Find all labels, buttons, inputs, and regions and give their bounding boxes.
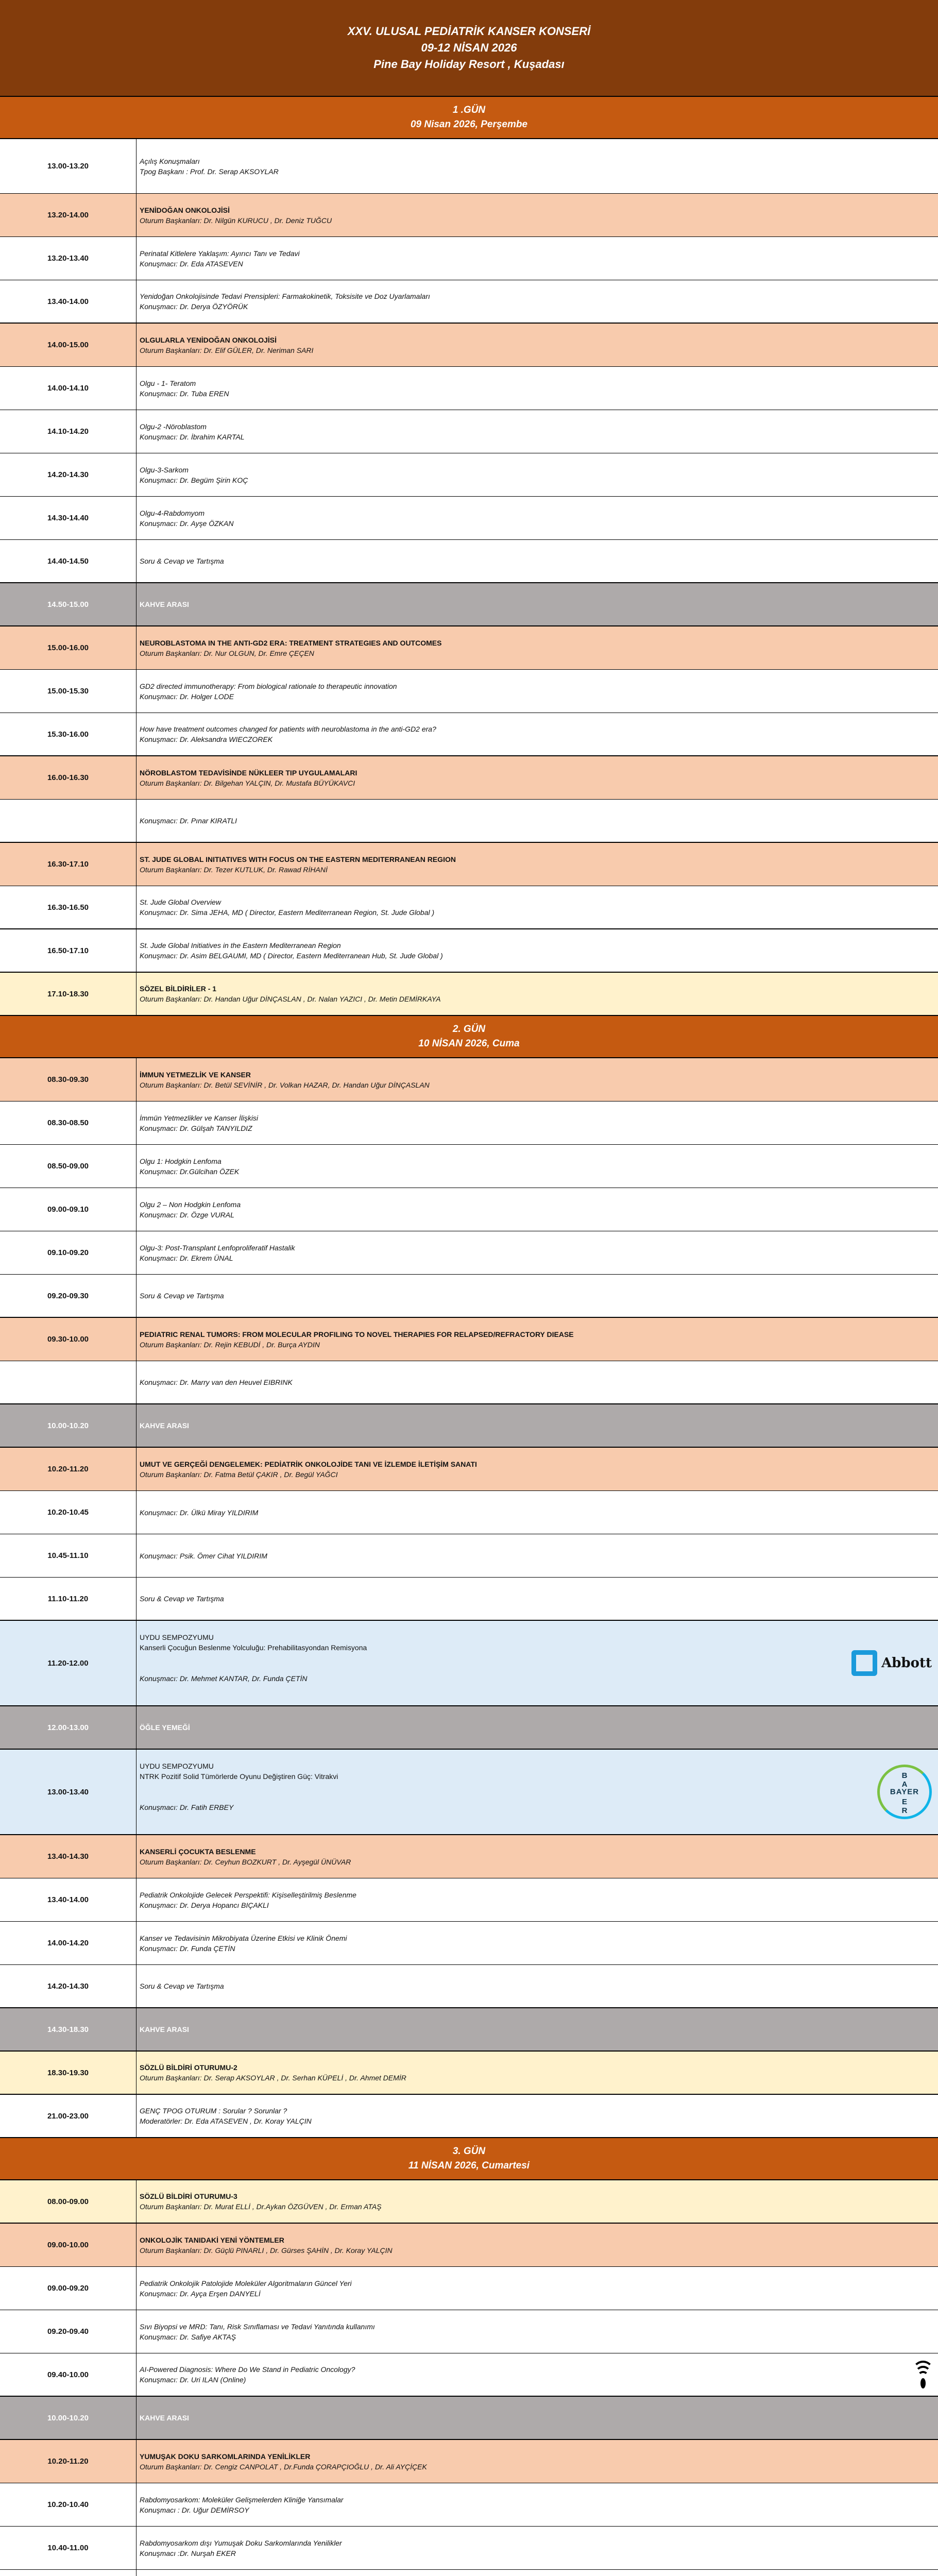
- speaker: Konuşmacı: Dr. Holger LODE: [140, 692, 234, 701]
- session-row: [0, 626, 938, 670]
- row-content: [137, 1404, 938, 1447]
- talk-title: Olgu-3-Sarkom: [140, 465, 189, 474]
- time-slot: 09.20-09.30: [0, 1275, 137, 1317]
- session-row: [0, 756, 938, 800]
- time-slot: 16.30-17.10: [0, 843, 137, 886]
- row-content: [137, 1750, 883, 1834]
- session-row: [0, 2224, 938, 2267]
- symposium-row: [0, 1621, 938, 1706]
- break-row: [0, 1404, 938, 1448]
- session-row: [0, 843, 938, 886]
- row-content: [137, 1922, 938, 1964]
- time-slot: 18.30-19.30: [0, 2052, 137, 2094]
- schedule-row: [0, 1965, 938, 2008]
- session-title: PEDIATRIC RENAL TUMORS: FROM MOLECULAR PROFILING TO NOVEL THERAPIES FOR RELAPSED/REFRACTORY DIEASE: [140, 1330, 574, 1338]
- schedule-row: [0, 2180, 938, 2224]
- speaker: Moderatörler: Dr. Eda ATASEVEN , Dr. Koray YALÇIN: [140, 2117, 312, 2125]
- time-slot: 12.00-13.00: [0, 1706, 137, 1749]
- break-row: [0, 2008, 938, 2052]
- session-chairs: Oturum Başkanları: Dr. Murat ELLİ , Dr.Aykan ÖZGÜVEN , Dr. Erman ATAŞ: [140, 2202, 382, 2211]
- time-slot: 15.00-15.30: [0, 670, 137, 713]
- speaker: Konuşmacı: Dr. Gülşah TANYILDIZ: [140, 1124, 252, 1132]
- talk-title: Olgu-3: Post-Transplant Lenfoproliferatif Hastalik: [140, 1243, 295, 1252]
- row-content: [137, 1706, 938, 1749]
- day-header: [0, 97, 938, 139]
- time-slot: 14.30-14.40: [0, 497, 137, 539]
- row-content: [137, 670, 938, 713]
- time-slot: 10.45-11.10: [0, 1534, 137, 1577]
- speaker: Konuşmacı: Dr. Safiye AKTAŞ: [140, 2332, 236, 2341]
- talk-title: GENÇ TPOG OTURUM : Sorular ? Sorunlar ?: [140, 2107, 287, 2115]
- session-chairs: Oturum Başkanları: Dr. Cengiz CANPOLAT , Dr.Funda ÇORAPÇIOĞLU , Dr. Ali AYÇİÇEK: [140, 2462, 427, 2471]
- abbott-logo: [851, 1650, 932, 1676]
- speaker: Konuşmacı: Dr. Derya ÖZYÖRÜK: [140, 302, 248, 311]
- time-slot: 11.10-11.20: [0, 1578, 137, 1620]
- speaker: Konuşmacı: Dr. Eda ATASEVEN: [140, 259, 243, 268]
- session-title: UMUT VE GERÇEĞİ DENGELEMEK: PEDİATRİK ONKOLOJİDE TANI VE İZLEMDE İLETİŞİM SANATI: [140, 1460, 477, 1468]
- time-slot: 10.20-11.20: [0, 1448, 137, 1490]
- time-slot: [0, 2570, 137, 2576]
- row-content: [137, 800, 938, 842]
- row-content: [137, 886, 938, 928]
- row-content: [137, 2224, 938, 2266]
- row-content: [137, 2527, 938, 2569]
- schedule-row: [0, 497, 938, 540]
- row-content: [137, 139, 938, 193]
- time-slot: 14.30-18.30: [0, 2008, 137, 2050]
- session-title: YUMUŞAK DOKU SARKOMLARINDA YENİLİKLER: [140, 2452, 311, 2461]
- time-slot: 14.40-14.50: [0, 540, 137, 582]
- row-content: [137, 1878, 938, 1921]
- talk-title: Açılış Konuşmaları: [140, 157, 200, 165]
- speaker: Konuşmacı : Dr. Uğur DEMİRSOY: [140, 2505, 249, 2514]
- talk-title: Sıvı Biyopsi ve MRD: Tanı, Risk Sınıflaması ve Tedavi Yanıtında kullanımı: [140, 2322, 375, 2331]
- talk-title: Yenidoğan Onkolojisinde Tedavi Prensipleri: Farmakokinetik, Toksisite ve Doz Uyarlamaları: [140, 292, 430, 300]
- row-content: [137, 324, 938, 366]
- time-slot: 09.40-10.00: [0, 2353, 137, 2396]
- row-content: [137, 2570, 938, 2576]
- session-title: OLGULARLA YENİDOĞAN ONKOLOJİSİ: [140, 335, 277, 344]
- row-content: [137, 2440, 938, 2483]
- row-content: [137, 1491, 938, 1534]
- time-slot: 14.50-15.00: [0, 583, 137, 625]
- talk-title: GD2 directed immunotherapy: From biological rationale to therapeutic innovation: [140, 682, 397, 690]
- talk-title: UYDU SEMPOZYUMU: [140, 1762, 214, 1770]
- time-slot: 13.20-13.40: [0, 237, 137, 280]
- schedule-row: [0, 2527, 938, 2570]
- talk-title: AI-Powered Diagnosis: Where Do We Stand in Pediatric Oncology?: [140, 2365, 355, 2374]
- session-chairs: Oturum Başkanları: Dr. Handan Uğur DİNÇASLAN , Dr. Nalan YAZICI , Dr. Metin DEMİRKAYA: [140, 995, 441, 1003]
- schedule-row: [0, 2267, 938, 2310]
- time-slot: 15.30-16.00: [0, 713, 137, 755]
- program-header: [0, 0, 938, 97]
- session-row: [0, 1318, 938, 1361]
- speaker: Konuşmacı: Dr. Özge VURAL: [140, 1210, 234, 1219]
- time-slot: 21.00-23.00: [0, 2095, 137, 2137]
- row-content: [137, 1058, 938, 1101]
- session-title: NEUROBLASTOMA IN THE ANTI-GD2 ERA: TREATMENT STRATEGIES AND OUTCOMES: [140, 638, 442, 647]
- talk-title: Pediatrik Onkolojide Gelecek Perspektifi: Kişiselleştirilmiş Beslenme: [140, 1890, 356, 1899]
- session-title: ONKOLOJİK TANIDAKİ YENİ YÖNTEMLER: [140, 2235, 284, 2244]
- speaker: Konuşmacı: Dr. Aleksandra WIECZOREK: [140, 735, 273, 743]
- talk-title: Perinatal Kitlelere Yaklaşım: Ayırıcı Tanı ve Tedavi: [140, 249, 300, 258]
- row-content: [137, 756, 938, 799]
- time-slot: 09.20-09.40: [0, 2310, 137, 2353]
- time-slot: 13.00-13.40: [0, 1750, 137, 1834]
- row-content: [137, 973, 938, 1015]
- schedule-row: [0, 453, 938, 497]
- row-content: [137, 843, 938, 886]
- session-chairs: Oturum Başkanları: Dr. Nur OLGUN, Dr. Emre ÇEÇEN: [140, 649, 314, 657]
- program-title: XXV. ULUSAL PEDİATRİK KANSER KONSERİ: [347, 25, 591, 38]
- session-title: KANSERLİ ÇOCUKTA BESLENME: [140, 1847, 256, 1856]
- session-row: [0, 1058, 938, 1101]
- row-content: [137, 280, 938, 323]
- speaker: Konuşmacı: Dr. Ekrem ÜNAL: [140, 1253, 233, 1262]
- speaker: Konuşmacı: Dr. Fatih ERBEY: [140, 1803, 234, 1811]
- time-slot: 10.00-10.20: [0, 2397, 137, 2439]
- row-content: [137, 2095, 938, 2137]
- day-header: [0, 1016, 938, 1058]
- talk-title: UYDU SEMPOZYUMU: [140, 1633, 214, 1641]
- session-chairs: Oturum Başkanları: Dr. Güçlü PINARLI , Dr. Gürses ŞAHİN , Dr. Koray YALÇIN: [140, 2246, 393, 2255]
- schedule-row: [0, 670, 938, 713]
- speaker: Konuşmacı: Dr. Ayça Erşen DANYELİ: [140, 2289, 261, 2298]
- row-content: [137, 929, 938, 972]
- session-chairs: Oturum Başkanları: Dr. Bilgehan YALÇIN, Dr. Mustafa BÜYÜKAVCI: [140, 778, 355, 787]
- symposium-row: [0, 1750, 938, 1835]
- break-row: [0, 583, 938, 626]
- time-slot: 09.00-09.10: [0, 1188, 137, 1231]
- speaker: Konuşmacı: Dr. Uri ILAN (Online): [140, 2376, 246, 2384]
- talk-title: Soru & Cevap ve Tartışma: [140, 1292, 224, 1300]
- time-slot: 08.00-09.00: [0, 2180, 137, 2223]
- row-content: [137, 1188, 938, 1231]
- talk-title: Rabdomyosarkom: Moleküler Gelişmelerden Kliniğe Yansımalar: [140, 2495, 344, 2504]
- session-row: [0, 194, 938, 237]
- talk-title: Olgu 2 – Non Hodgkin Lenfoma: [140, 1200, 241, 1209]
- abbott-wordmark: Abbott: [881, 1655, 932, 1671]
- day-label: 2. GÜN: [452, 1024, 486, 1035]
- row-content: [137, 1534, 938, 1577]
- schedule-row: [0, 1534, 938, 1578]
- talk-title: KAHVE ARASI: [140, 600, 189, 608]
- row-content: [137, 1361, 938, 1403]
- talk-title: How have treatment outcomes changed for patients with neuroblastoma in the anti-GD2 era?: [140, 725, 436, 733]
- time-slot: 09.00-09.20: [0, 2267, 137, 2310]
- time-slot: 15.00-16.00: [0, 626, 137, 669]
- row-content: [137, 410, 938, 453]
- time-slot: 16.30-16.50: [0, 886, 137, 928]
- talk-title: Olgu-2 -Nöroblastom: [140, 422, 207, 431]
- talk-title: Pediatrik Onkolojik Patolojide Moleküler Algoritmaların Güncel Yeri: [140, 2279, 352, 2287]
- talk-title: İmmün Yetmezlikler ve Kanser İlişkisi: [140, 1113, 259, 1122]
- session-row: [0, 2440, 938, 2483]
- schedule-row: [0, 929, 938, 973]
- bayer-letter: B: [901, 1771, 908, 1780]
- schedule-row: [0, 713, 938, 756]
- row-content: [137, 1965, 938, 2007]
- talk-title: Olgu - 1- Teratom: [140, 379, 196, 387]
- session-title: NÖROBLASTOM TEDAVİSİNDE NÜKLEER TIP UYGULAMALARI: [140, 768, 357, 777]
- row-content: [137, 2052, 938, 2094]
- speaker: Konuşmacı: Dr. Mehmet KANTAR, Dr. Funda ÇETİN: [140, 1674, 308, 1683]
- schedule-row: [0, 1231, 938, 1275]
- row-content: [137, 1578, 938, 1620]
- schedule-row: [0, 540, 938, 583]
- talk-title: Olgu-4-Rabdomyom: [140, 509, 205, 517]
- session-title: İMMUN YETMEZLİK VE KANSER: [140, 1070, 251, 1079]
- speaker: Tpog Başkanı : Prof. Dr. Serap AKSOYLAR: [140, 167, 279, 176]
- row-content: [137, 2397, 938, 2439]
- speaker: Konuşmacı: Dr. Tuba EREN: [140, 389, 229, 398]
- time-slot: 13.40-14.00: [0, 1878, 137, 1921]
- time-slot: 10.20-10.40: [0, 2483, 137, 2526]
- time-slot: [0, 800, 137, 842]
- schedule: [0, 97, 938, 2576]
- schedule-row: [0, 2095, 938, 2138]
- speaker: Konuşmacı: Dr. Asim BELGAUMI, MD ( Director, Eastern Mediterranean Hub, St. Jude Global ): [140, 952, 443, 960]
- session-row: [0, 1835, 938, 1878]
- speaker: Konuşmacı: Dr. Marry van den Heuvel EIBRINK: [140, 1378, 293, 1386]
- bayer-letter: R: [901, 1806, 908, 1815]
- row-content: [137, 497, 938, 539]
- signal-dot: [920, 2378, 926, 2388]
- online-signal-icon: [914, 2361, 932, 2388]
- row-content: [137, 2483, 938, 2526]
- time-slot: 09.00-10.00: [0, 2224, 137, 2266]
- time-slot: 14.20-14.30: [0, 1965, 137, 2007]
- schedule-row: [0, 1361, 938, 1404]
- time-slot: 13.40-14.00: [0, 280, 137, 323]
- schedule-row: [0, 1878, 938, 1922]
- session-title: ST. JUDE GLOBAL INITIATIVES WITH FOCUS ON THE EASTERN MEDITERRANEAN REGION: [140, 855, 456, 863]
- session-title: YENİDOĞAN ONKOLOJİSİ: [140, 206, 230, 214]
- session-chairs: Oturum Başkanları: Dr. Rejin KEBUDİ , Dr. Burça AYDIN: [140, 1340, 320, 1349]
- schedule-row: [0, 973, 938, 1016]
- speaker: Konuşmacı: Dr. Ayşe ÖZKAN: [140, 519, 234, 528]
- time-slot: 09.10-09.20: [0, 1231, 137, 1274]
- speaker: Konuşmacı: Dr. Funda ÇETİN: [140, 1944, 235, 1953]
- bayer-letter: E: [901, 1798, 907, 1806]
- time-slot: 14.10-14.20: [0, 410, 137, 453]
- talk-title: SÖZLÜ BİLDİRİ OTURUMU-2: [140, 2063, 237, 2072]
- time-slot: 17.10-18.30: [0, 973, 137, 1015]
- schedule-row: [0, 886, 938, 929]
- session-chairs: Oturum Başkanları: Dr. Serap AKSOYLAR , Dr. Serhan KÜPELİ , Dr. Ahmet DEMİR: [140, 2074, 406, 2082]
- schedule-row: [0, 2052, 938, 2095]
- row-content: [137, 2267, 938, 2310]
- talk-title: Soru & Cevap ve Tartışma: [140, 557, 224, 565]
- day-date: 09 Nisan 2026, Perşembe: [410, 119, 528, 130]
- time-slot: 13.40-14.30: [0, 1835, 137, 1878]
- talk-title: SÖZLÜ BİLDİRİ OTURUMU-3: [140, 2192, 237, 2200]
- row-content: [137, 2180, 938, 2223]
- time-slot: 14.00-14.20: [0, 1922, 137, 1964]
- time-slot: 10.20-10.45: [0, 1491, 137, 1534]
- talk-title: KAHVE ARASI: [140, 2414, 189, 2422]
- speaker: Konuşmacı: Dr. İbrahim KARTAL: [140, 432, 245, 441]
- speaker: Konuşmacı: Dr. Derya Hopancı BIÇAKLI: [140, 1901, 269, 1909]
- time-slot: 08.50-09.00: [0, 1145, 137, 1188]
- row-content: [137, 1101, 938, 1144]
- time-slot: 14.00-15.00: [0, 324, 137, 366]
- session-row: [0, 324, 938, 367]
- break-row: [0, 1706, 938, 1750]
- talk-title: Soru & Cevap ve Tartışma: [140, 1595, 224, 1603]
- schedule-row: [0, 1578, 938, 1621]
- row-content: [137, 583, 938, 625]
- bayer-letter: A: [901, 1780, 908, 1789]
- speaker: Konuşmacı: Dr. Pınar KIRATLI: [140, 817, 237, 825]
- row-content: [137, 540, 938, 582]
- schedule-row: [0, 1145, 938, 1188]
- time-slot: 10.00-10.20: [0, 1404, 137, 1447]
- schedule-row: [0, 367, 938, 410]
- schedule-row: [0, 139, 938, 194]
- symposium-topic: NTRK Pozitif Solid Tümörlerde Oyunu Değiştiren Güç: Vitrakvi: [140, 1772, 338, 1781]
- spacer: [140, 1782, 883, 1802]
- program-dates: 09-12 NİSAN 2026: [421, 41, 517, 54]
- schedule-row: [0, 2483, 938, 2527]
- session-chairs: Oturum Başkanları: Dr. Nilgün KURUCU , Dr. Deniz TUĞCU: [140, 216, 332, 225]
- schedule-row: [0, 1101, 938, 1145]
- time-slot: 13.00-13.20: [0, 139, 137, 193]
- speaker: Konuşmacı :Dr. Nurşah EKER: [140, 2549, 236, 2557]
- time-slot: 14.00-14.10: [0, 367, 137, 410]
- row-content: [137, 2008, 938, 2050]
- talk-title: SÖZEL BİLDİRİLER - 1: [140, 985, 217, 993]
- row-content: [137, 626, 938, 669]
- day-header: [0, 2138, 938, 2180]
- time-slot: 16.50-17.10: [0, 929, 137, 972]
- row-content: [137, 453, 938, 496]
- time-slot: 09.30-10.00: [0, 1318, 137, 1361]
- schedule-row: [0, 800, 938, 843]
- speaker: Konuşmacı: Dr. Begüm Şirin KOÇ: [140, 476, 248, 484]
- symposium-topic: Kanserli Çocuğun Beslenme Yolculuğu: Prehabilitasyondan Remisyona: [140, 1643, 367, 1652]
- schedule-row: [0, 280, 938, 324]
- speaker: Konuşmacı: Dr.Gülcihan ÖZEK: [140, 1167, 240, 1176]
- break-row: [0, 2397, 938, 2440]
- row-content: [137, 1835, 938, 1878]
- talk-title: St. Jude Global Initiatives in the Eastern Mediterranean Region: [140, 941, 341, 950]
- row-content: [137, 2310, 938, 2353]
- row-content: [137, 1318, 938, 1361]
- time-slot: 14.20-14.30: [0, 453, 137, 496]
- day-date: 10 NİSAN 2026, Cuma: [418, 1038, 520, 1049]
- talk-title: Kanser ve Tedavisinin Mikrobiyata Üzerine Etkisi ve Klinik Önemi: [140, 1934, 347, 1942]
- session-chairs: Oturum Başkanları: Dr. Tezer KUTLUK, Dr. Rawad RİHANİ: [140, 865, 328, 874]
- time-slot: [0, 1361, 137, 1403]
- session-chairs: Oturum Başkanları: Dr. Betül SEVİNİR , Dr. Volkan HAZAR, Dr. Handan Uğur DİNÇASLAN: [140, 1080, 430, 1089]
- day-date: 11 NİSAN 2026, Cumartesi: [408, 2160, 530, 2171]
- time-slot: 10.20-11.20: [0, 2440, 137, 2483]
- row-content: [137, 1275, 938, 1317]
- schedule-row: [0, 2353, 938, 2397]
- speaker: Konuşmacı: Dr. Ülkü Miray YILDIRIM: [140, 1508, 259, 1517]
- talk-title: KAHVE ARASI: [140, 2025, 189, 2033]
- session-row: [0, 1448, 938, 1491]
- time-slot: 10.40-11.00: [0, 2527, 137, 2569]
- time-slot: 08.30-09.30: [0, 1058, 137, 1101]
- day-label: 1 .GÜN: [452, 105, 486, 115]
- session-chairs: Oturum Başkanları: Dr. Elif GÜLER, Dr. Neriman SARI: [140, 346, 314, 354]
- schedule-row: [0, 1922, 938, 1965]
- session-chairs: Oturum Başkanları: Dr. Fatma Betül ÇAKIR , Dr. Begül YAĞCI: [140, 1470, 338, 1479]
- row-content: [137, 1145, 938, 1188]
- schedule-row: [0, 1275, 938, 1318]
- schedule-row: [0, 2570, 938, 2576]
- time-slot: 13.20-14.00: [0, 194, 137, 236]
- day-label: 3. GÜN: [452, 2146, 486, 2157]
- time-slot: 08.30-08.50: [0, 1101, 137, 1144]
- schedule-row: [0, 1188, 938, 1231]
- talk-title: Olgu 1: Hodgkin Lenfoma: [140, 1157, 221, 1165]
- row-content: [137, 1231, 938, 1274]
- bayer-logo: [877, 1765, 932, 1819]
- session-chairs: Oturum Başkanları: Dr. Ceyhun BOZKURT , Dr. Ayşegül ÜNÜVAR: [140, 1857, 351, 1866]
- bayer-wordmark: BAYER: [890, 1787, 919, 1797]
- program-venue: Pine Bay Holiday Resort , Kuşadası: [373, 58, 565, 71]
- row-content: [137, 1448, 938, 1490]
- row-content: [137, 367, 938, 410]
- row-content: [137, 237, 938, 280]
- row-content: [137, 1621, 938, 1705]
- row-content: [137, 2353, 920, 2396]
- speaker: Konuşmacı: Psik. Ömer Cihat YILDIRIM: [140, 1551, 267, 1560]
- talk-title: Soru & Cevap ve Tartışma: [140, 1982, 224, 1990]
- schedule-row: [0, 237, 938, 280]
- speaker: Konuşmacı: Dr. Sima JEHA, MD ( Director, Eastern Mediterranean Region, St. Jude Global ): [140, 908, 435, 917]
- schedule-row: [0, 410, 938, 453]
- talk-title: ÖĞLE YEMEĞİ: [140, 1723, 190, 1732]
- talk-title: Rabdomyosarkom dışı Yumuşak Doku Sarkomlarında Yenilikler: [140, 2538, 342, 2547]
- spacer: [140, 1653, 938, 1673]
- time-slot: 16.00-16.30: [0, 756, 137, 799]
- talk-title: KAHVE ARASI: [140, 1421, 189, 1430]
- row-content: [137, 713, 938, 755]
- abbott-mark-icon: [851, 1650, 877, 1676]
- time-slot: 11.20-12.00: [0, 1621, 137, 1705]
- row-content: [137, 194, 938, 236]
- talk-title: St. Jude Global Overview: [140, 898, 221, 906]
- schedule-row: [0, 2310, 938, 2353]
- schedule-row: [0, 1491, 938, 1534]
